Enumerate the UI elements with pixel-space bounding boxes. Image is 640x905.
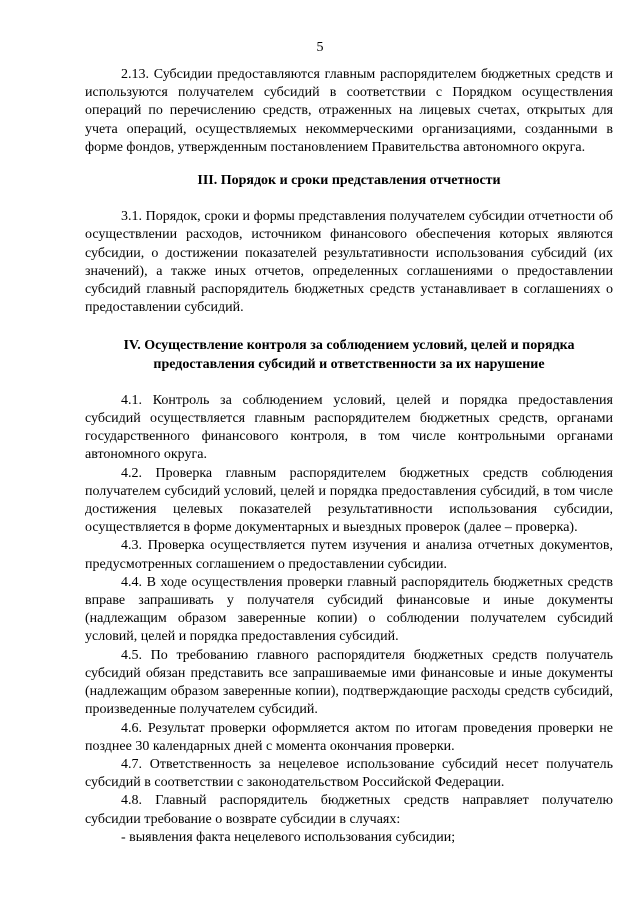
section-heading-iv: IV. Осуществление контроля за соблюдением условий, целей и порядка предоставления субсидий и ответственности за их нарушение	[123, 338, 575, 372]
paragraph-4-2: 4.2. Проверка главным распорядителем бюджетных средств соблюдения получателем субсидий условий, целей и порядка предоставления субсидий, в том числе достижения целевых показателей результативности использования субсидии, осуществляется в форме документарных и выездных проверок (далее – проверка).	[85, 465, 613, 536]
paragraph-4-4: 4.4. В ходе осуществления проверки главный распорядитель бюджетных средств вправе запрашивать у получателя субсидий финансовые и иные документы (надлежащим образом заверенные копии) о соблюдении получателем субсидий условий, целей и порядка предоставления субсидий.	[85, 574, 613, 645]
paragraph-4-8: 4.8. Главный распорядитель бюджетных средств направляет получателю субсидии требование о возврате субсидии в случаях:	[85, 793, 613, 827]
paragraph-4-5: 4.5. По требованию главного распорядителя бюджетных средств получатель субсидий обязан представить все запрашиваемые ими финансовые и иные документы (надлежащим образом заверенные копии), подтверждающие расходы средств субсидий, произведенные получателем субсидий.	[85, 647, 613, 718]
paragraph-2-13: 2.13. Субсидии предоставляются главным распорядителем бюджетных средств и используются получателем субсидий в соответствии с Порядком осуществления операций по перечислению средств, отраженных на лицевых счетах, открытых для учета операций, осуществляемых некоммерческими организациями, созданными в форме фондов, утвержденным постановлением Правительства автономного округа.	[85, 67, 613, 155]
section-heading-iii: III. Порядок и сроки представления отчетности	[197, 173, 501, 189]
list-item-misuse: - выявления факта нецелевого использования субсидии;	[121, 829, 456, 845]
document-body	[85, 66, 613, 847]
paragraph-4-7: 4.7. Ответственность за нецелевое использование субсидий несет получатель субсидий в соответствии с законодательством Российской Федерации.	[85, 756, 613, 791]
paragraph-4-1: 4.1. Контроль за соблюдением условий, целей и порядка предоставления субсидий осуществляется главным распорядителем бюджетных средств, органами государственного финансового контроля, в том числе контрольными органами автономного округа.	[85, 392, 613, 463]
page-number: 5	[316, 40, 324, 55]
paragraph-4-6: 4.6. Результат проверки оформляется актом по итогам проведения проверки не позднее 30 календарных дней с момента окончания проверки.	[85, 720, 613, 754]
paragraph-3-1: 3.1. Порядок, сроки и формы представления получателем субсидии отчетности об осуществлении расходов, источником финансового обеспечения которых являются субсидии, о достижении показателей результативности использования субсидий (их значений), а также иных отчетов, определенных соглашениями о предоставлении субсидий главный распорядитель бюджетных средств устанавливает в соглашениях о предоставлении субсидий.	[85, 209, 613, 316]
paragraph-4-3: 4.3. Проверка осуществляется путем изучения и анализа отчетных документов, предусмотренных соглашением о предоставлении субсидии.	[85, 538, 613, 572]
